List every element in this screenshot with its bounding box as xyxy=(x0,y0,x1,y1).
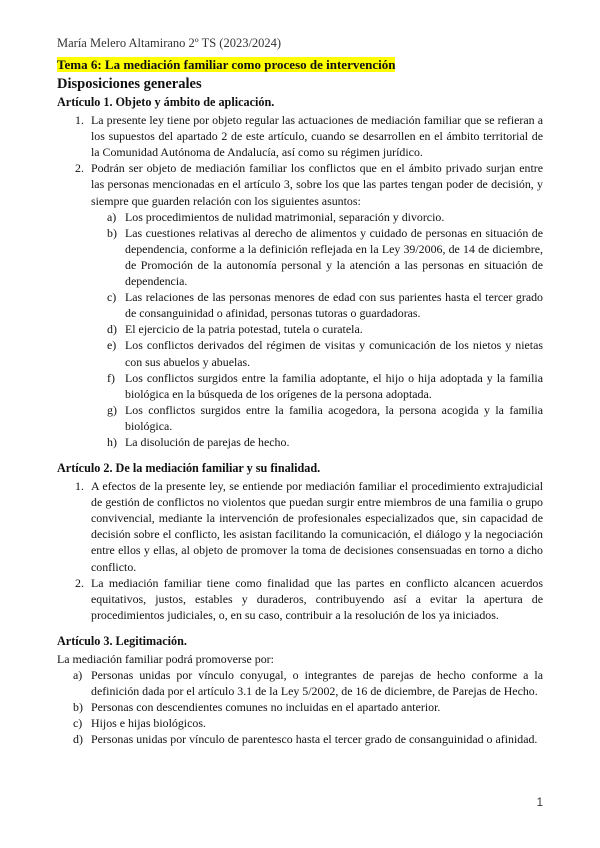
article-1-sublist xyxy=(91,209,543,450)
list-marker: d) xyxy=(73,732,83,747)
article-1-item xyxy=(57,112,543,160)
article-3-list xyxy=(57,667,543,747)
article-3-item xyxy=(57,667,543,699)
list-item-text: La presente ley tiene por objeto regular las actuaciones de mediación familiar que se refieran a los supuestos del apartado 2 de este artículo, cuando se desarrollen en el ámbito territorial de la Comunidad Autónoma de Andalucía, así como su régimen jurídico. xyxy=(91,113,543,160)
list-marker: 2. xyxy=(75,575,84,590)
page-header: María Melero Altamirano 2º TS (2023/2024) xyxy=(57,36,282,50)
list-item-text: Hijos e hijas biológicos. xyxy=(91,716,206,731)
article-1-list xyxy=(57,112,543,450)
list-marker: 2. xyxy=(75,161,84,176)
sub-item xyxy=(91,321,543,337)
article-2-item xyxy=(57,575,543,623)
sub-item-text: Las cuestiones relativas al derecho de alimentos y cuidado de personas en situación de dependencia, conforme a la definición reflejada en la Ley 39/2006, de 14 de diciembre, de Promoción de la autonomía personal y la atención a las personas en situación de dependencia. xyxy=(125,225,543,289)
list-marker: c) xyxy=(73,716,83,731)
list-marker: a) xyxy=(73,668,83,682)
section-title: Disposiciones generales xyxy=(57,76,202,93)
article-3-item xyxy=(57,731,543,747)
sub-marker: e) xyxy=(107,338,117,353)
list-marker: b) xyxy=(73,700,83,715)
sub-marker: d) xyxy=(107,322,117,337)
sub-marker: g) xyxy=(107,402,117,417)
sub-item xyxy=(91,434,543,450)
article-3-title: Artículo 3. Legitimación. xyxy=(57,633,187,648)
article-2-item xyxy=(57,478,543,575)
sub-item-text: Los procedimientos de nulidad matrimonial, separación y divorcio. xyxy=(125,209,445,224)
sub-item-text: Los conflictos derivados del régimen de visitas y comunicación de los nietos y nietas con sus abuelos y abuelas. xyxy=(125,338,543,369)
sub-marker: h) xyxy=(107,434,117,449)
sub-item xyxy=(91,370,543,402)
sub-item-text: Las relaciones de las personas menores de edad con sus parientes hasta el tercer grado de consanguinidad o afinidad, personas tutoras o guardadoras. xyxy=(125,290,543,321)
list-item-text: La mediación familiar tiene como finalidad que las partes en conflicto alcancen acuerdos equitativos, justos, estables y duraderos, contribuyendo así a evitar la apertura de procedimientos judiciales, o, en su caso, contribuir a la resolución de los ya iniciados. xyxy=(91,575,543,622)
sub-item xyxy=(91,337,543,369)
sub-marker: b) xyxy=(107,225,117,240)
article-3-item xyxy=(57,699,543,715)
list-marker: 1. xyxy=(75,479,84,494)
article-3-item xyxy=(57,715,543,731)
article-1-item xyxy=(57,160,543,450)
document-body xyxy=(57,57,543,747)
sub-item-text: Los conflictos surgidos entre la familia adoptante, el hijo o hija adoptada y la familia biológica en la búsqueda de los orígenes de la persona adoptada. xyxy=(125,370,543,401)
sub-marker: a) xyxy=(107,209,117,224)
sub-item xyxy=(91,225,543,289)
article-2-list xyxy=(57,478,543,623)
page-number: 1 xyxy=(536,797,543,809)
list-item-text: Personas con descendientes comunes no incluidas en el apartado anterior. xyxy=(91,700,441,715)
topic-title: Tema 6: La mediación familiar como proceso de intervención xyxy=(57,57,396,72)
list-item-text: Podrán ser objeto de mediación familiar los conflictos que en el ámbito privado surjan entre las personas mencionadas en el artículo 3, sobre los que las partes tengan poder de decisión, y siempre que guarden relación con los siguientes asuntos: xyxy=(91,161,543,208)
sub-item xyxy=(91,289,543,321)
sub-marker: f) xyxy=(107,370,115,385)
article-3-intro: La mediación familiar podrá promoverse por: xyxy=(57,651,274,666)
list-item-text: Personas unidas por vínculo conyugal, o integrantes de parejas de hecho conforme a la definición dada por el artículo 3.1 de la Ley 5/2002, de 16 de diciembre, de Parejas de Hecho. xyxy=(91,668,543,699)
sub-item-text: El ejercicio de la patria potestad, tutela o curatela. xyxy=(125,322,363,337)
sub-marker: c) xyxy=(107,290,117,305)
list-item-text: Personas unidas por vínculo de parentesco hasta el tercer grado de consanguinidad o afinidad. xyxy=(91,732,538,747)
sub-item xyxy=(91,402,543,434)
article-2-title: Artículo 2. De la mediación familiar y su finalidad. xyxy=(57,461,321,476)
sub-item-text: Los conflictos surgidos entre la familia acogedora, la persona acogida y la familia biológica. xyxy=(125,402,543,433)
sub-item xyxy=(91,209,543,225)
list-marker: 1. xyxy=(75,113,84,128)
sub-item-text: La disolución de parejas de hecho. xyxy=(125,434,290,449)
list-item-text: A efectos de la presente ley, se entiende por mediación familiar el procedimiento extrajudicial de gestión de conflictos no violentos que puedan surgir entre miembros de una familia o grupo convivencial, mediante la intervención de profesionales especializados que, sin capacidad de decisión sobre el conflicto, les asistan facilitando la comunicación, el diálogo y la negociación entre ellos y ellas, al objeto de promover la toma de decisiones consensuadas en torno a dicho conflicto. xyxy=(91,479,543,574)
article-1-title: Artículo 1. Objeto y ámbito de aplicación. xyxy=(57,95,275,110)
